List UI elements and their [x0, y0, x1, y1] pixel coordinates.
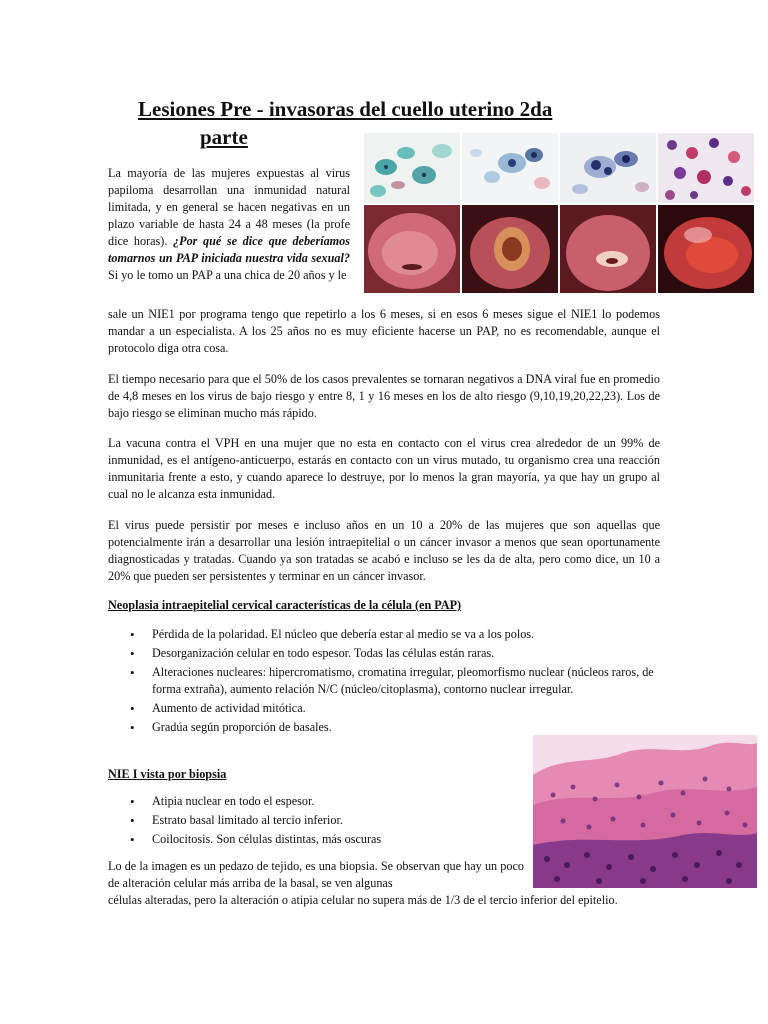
colposcopy-image-1: [364, 205, 460, 293]
colposcopy-image-4: [658, 205, 754, 293]
list-item: • Coilocitosis. Son células distintas, más oscuras: [108, 831, 524, 848]
paragraph-4: El virus puede persistir por meses e incluso años en un 10 a 20% de las mujeres que son aquellas que potencialmente irán a desarrollar una lesión intraepitelial o un cáncer invasor a menos que sean oportunamente diagnosticadas y tratadas. Cuando ya son tratadas se acabó e incluso se les da de alta, pero como dice, un 10 a 20% que pueden ser persistentes y terminar en un cáncer invasor.: [108, 518, 660, 583]
section-2-list: [108, 793, 524, 850]
title-line-1: Lesiones Pre - invasoras del cuello uterino 2da: [138, 97, 553, 121]
list-item: • Atipia nuclear en todo el espesor.: [108, 793, 524, 810]
list-item: • Aumento de actividad mitótica.: [108, 700, 660, 717]
cytology-image-1: [364, 133, 460, 203]
cytology-image-3: [560, 133, 656, 203]
colposcopy-image-2: [462, 205, 558, 293]
cytology-image-2: [462, 133, 558, 203]
paragraph-3: La vacuna contra el VPH en una mujer que no esta en contacto con el virus crea alrededor de un 99% de inmunidad, es el antígeno-anticuerpo, estarás en contacto con un virus mutado, tu organismo crea una reacción inmunitaria frente a esto, y cuando aparece lo destruye, por lo menos la gran mayoría, ya que hay un grupo al cual no le alcanza esta inmunidad.: [108, 436, 660, 501]
list-item: • Desorganización celular en todo espesor. Todas las células están raras.: [108, 645, 660, 662]
intro-question: ¿Por qué se dice que deberíamos tomarnos un PAP iniciada nuestra vida sexual?: [108, 234, 351, 265]
list-item: • Gradúa según proporción de basales.: [108, 719, 660, 736]
section-2-heading: NIE I vista por biopsia: [108, 767, 227, 781]
cytology-image-4: [658, 133, 754, 203]
list-item: • Alteraciones nucleares: hipercromatismo, cromatina irregular, pleomorfismo nuclear (núcleos raros, de forma extraña), aumento relación N/C (núcleo/citoplasma), contorno nuclear irregular.: [108, 664, 660, 698]
paragraph-2: El tiempo necesario para que el 50% de los casos prevalentes se tornaran negativos a DNA viral fue en promedio de 4,8 meses en los virus de bajo riesgo y entre 8, 1 y 16 meses en los de alto riesgo (9,10,19,20,22,23). Los de bajo riesgo se eliminan mucho más rápido.: [108, 372, 660, 420]
title-line-2: parte: [200, 125, 248, 149]
colposcopy-image-3: [560, 205, 656, 293]
list-item: • Pérdida de la polaridad. El núcleo que debería estar al medio se va a los polos.: [108, 626, 660, 643]
intro-continuation: sale un NIE1 por programa tengo que repetirlo a los 6 meses, si en esos 6 meses sigue el NIE1 lo podemos mandar a un especialista. A los 25 años no es muy eficiente hacerse un PAP, no es recomendable, aunque el protocolo diga otra cosa.: [108, 307, 660, 355]
biopsy-histology-image: [533, 735, 757, 888]
intro-text-1: La mayoría de las mujeres expuestas al virus papiloma desarrollan una inmunidad natural limitada, y en general se hacen negativas en un plazo variable de hasta 24 a 48 meses (la profe dice horas).: [108, 166, 350, 248]
intro-paragraph: [108, 165, 350, 284]
paragraph-5a: Lo de la imagen es un pedazo de tejido, es una biopsia. Se observan que hay un poco de alteración celular más arriba de la basal, se ven algunas: [108, 859, 524, 890]
cytology-colposcopy-figure: [364, 133, 756, 293]
list-item: • Estrato basal limitado al tercio inferior.: [108, 812, 524, 829]
paragraph-5b: células alteradas, pero la alteración o atipia celular no supera más de 1/3 de el tercio inferior del epitelio.: [108, 893, 618, 907]
intro-text-2: Si yo le tomo un PAP a una chica de 20 años y le: [108, 268, 347, 282]
section-1-heading: Neoplasia intraepitelial cervical características de la célula (en PAP): [108, 598, 462, 612]
section-1-list: [108, 626, 660, 738]
